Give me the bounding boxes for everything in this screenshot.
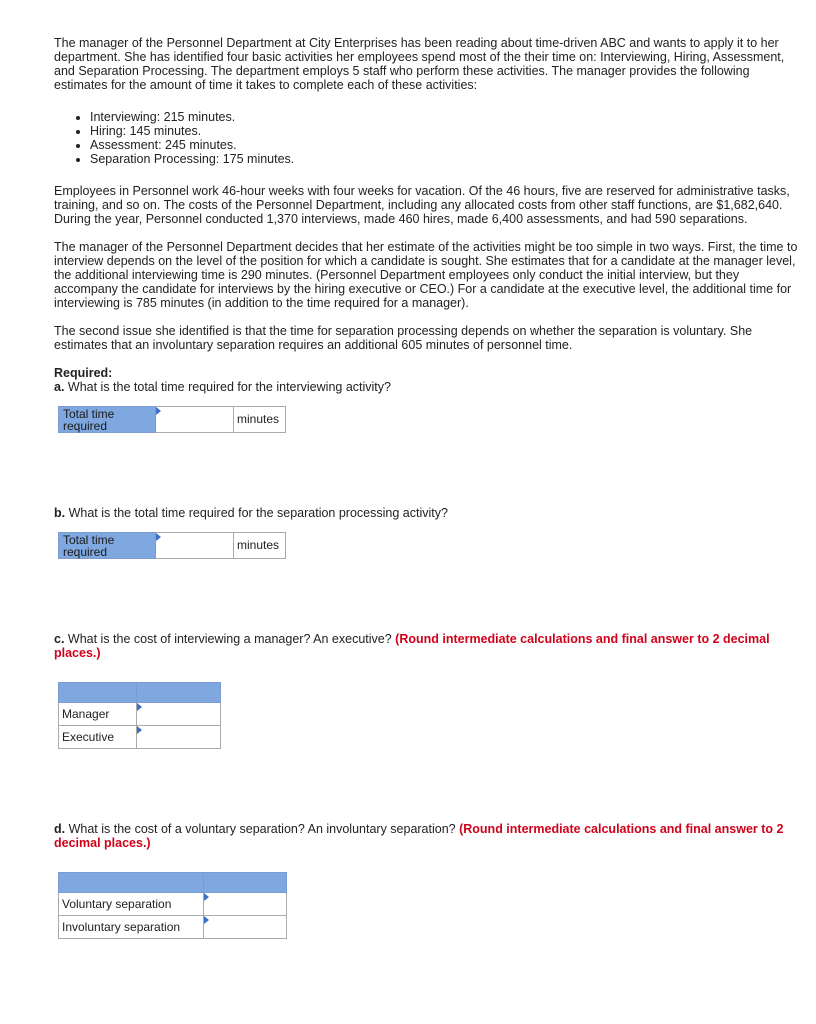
unit-label: minutes xyxy=(234,406,286,433)
question-a-letter: a. xyxy=(54,380,65,394)
separation-time-input[interactable] xyxy=(156,532,234,559)
question-b-text xyxy=(54,506,802,520)
question-d xyxy=(54,822,802,939)
table-row xyxy=(59,726,221,749)
row-label: Executive xyxy=(59,726,137,749)
activity-list xyxy=(54,110,802,166)
table-row xyxy=(59,916,287,939)
table-header-row xyxy=(59,873,287,893)
interviewing-time-input[interactable] xyxy=(156,406,234,433)
list-item: • Interviewing: 215 minutes. xyxy=(90,110,802,124)
table-row xyxy=(59,893,287,916)
required-heading: Required: xyxy=(54,366,113,380)
cost-paragraph: Employees in Personnel work 46-hour weeks with four weeks for vacation. Of the 46 hours, five are reserved for administrative tasks, training, and so on. The costs of the Personnel Department, including any allocated costs from other staff functions, are $1,682,640. During the year, Personnel conducted 1,370 interviews, made 460 hires, made 6,400 assessments, and had 590 separations. xyxy=(54,184,790,226)
interview-cost-table xyxy=(58,682,221,749)
list-item: • Hiring: 145 minutes. xyxy=(90,124,802,138)
question-c-text xyxy=(54,632,802,660)
separation-cost-table xyxy=(58,872,287,939)
question-d-prompt: What is the cost of a voluntary separation? An involuntary separation? xyxy=(65,822,460,836)
intro-paragraph: The manager of the Personnel Department at City Enterprises has been reading about time-driven ABC and wants to apply it to her department. She has identified four basic activities her employees spend most of the their time on: Interviewing, Hiring, Assessment, and Separation Processing. The department employs 5 staff who perform these activities. The manager provides the following estimates for the amount of time it takes to complete each of these activities: xyxy=(54,36,785,92)
header-cell xyxy=(59,873,204,893)
list-item: • Separation Processing: 175 minutes. xyxy=(90,152,802,166)
question-a-answer-row xyxy=(58,406,802,433)
problem-content xyxy=(54,36,802,939)
input-marker-icon xyxy=(156,533,161,541)
question-b-prompt: What is the total time required for the separation processing activity? xyxy=(65,506,448,520)
header-cell xyxy=(137,683,221,703)
table-row xyxy=(59,703,221,726)
question-c-prompt: What is the cost of interviewing a manager? An executive? xyxy=(64,632,396,646)
question-b xyxy=(54,506,802,559)
involuntary-cost-input[interactable] xyxy=(204,916,287,939)
total-time-label: Total time required xyxy=(58,532,156,559)
input-marker-icon xyxy=(137,726,142,734)
refinement-paragraph: The manager of the Personnel Department decides that her estimate of the activities might be too simple in two ways. First, the time to interview depends on the level of the position for which a candidate is sought. She estimates that for a candidate at the manager level, the additional interviewing time is 290 minutes. (Personnel Department employees only conduct the initial interview, but they accompany the candidate for interviews by the hiring executive or CEO.) For a candidate at the executive level, the additional time for interviewing is 785 minutes (in addition to the time required for a manager). xyxy=(54,240,798,310)
list-item: • Assessment: 245 minutes. xyxy=(90,138,802,152)
row-label: Involuntary separation xyxy=(59,916,204,939)
question-c-letter: c. xyxy=(54,632,65,646)
unit-label: minutes xyxy=(234,532,286,559)
input-marker-icon xyxy=(156,407,161,415)
row-label: Manager xyxy=(59,703,137,726)
header-cell xyxy=(204,873,287,893)
rounding-note: (Round intermediate calculations and final answer to 2 decimal places.) xyxy=(54,632,770,660)
separation-paragraph: The second issue she identified is that the time for separation processing depends on whether the separation is voluntary. She estimates that an involuntary separation requires an additional 605 minutes of personnel time. xyxy=(54,324,753,352)
input-marker-icon xyxy=(137,703,142,711)
manager-cost-input[interactable] xyxy=(137,703,221,726)
question-d-letter: d. xyxy=(54,822,66,836)
input-marker-icon xyxy=(204,893,209,901)
executive-cost-input[interactable] xyxy=(137,726,221,749)
question-b-letter: b. xyxy=(54,506,66,520)
total-time-label: Total time required xyxy=(58,406,156,433)
question-b-answer-row xyxy=(58,532,802,559)
table-header-row xyxy=(59,683,221,703)
row-label: Voluntary separation xyxy=(59,893,204,916)
input-marker-icon xyxy=(204,916,209,924)
rounding-note: (Round intermediate calculations and final answer to 2 decimal places.) xyxy=(54,822,784,850)
question-c xyxy=(54,632,802,749)
question-a-text xyxy=(54,380,802,394)
question-a-prompt: What is the total time required for the interviewing activity? xyxy=(64,380,391,394)
question-d-text xyxy=(54,822,802,850)
header-cell xyxy=(59,683,137,703)
question-a xyxy=(54,380,802,433)
voluntary-cost-input[interactable] xyxy=(204,893,287,916)
